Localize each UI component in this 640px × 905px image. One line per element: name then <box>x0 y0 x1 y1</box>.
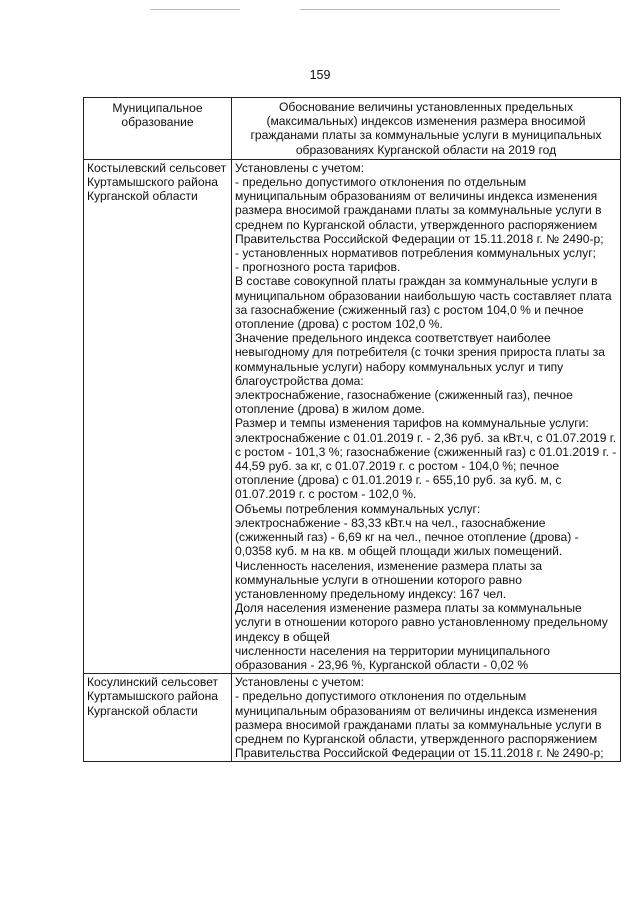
paragraph: Численность населения, изменение размера платы за коммунальные услуги в отношении которого равно установленному предельному индексу: 167 чел. <box>235 558 543 601</box>
paragraph: Доля населения изменение размера платы за коммунальные услуги в отношении которого равно установленному предельному индексу в общей <box>235 601 608 644</box>
municipality-name: Косулинский сельсовет Куртамышского района Курганской области <box>87 675 219 718</box>
paragraph: электроснабжение, газоснабжение (сжиженный газ), печное отопление (дрова) в жилом доме. <box>235 388 573 417</box>
paragraph: численности населения на территории муниципального образования - 23,96 %, Курганской области - 0,02 % <box>235 643 550 672</box>
municipality-name: Костылевский сельсовет Куртамышского района Курганской области <box>87 160 227 204</box>
table-row <box>84 674 621 762</box>
table-header-row <box>84 98 621 160</box>
paragraph: Объемы потребления коммунальных услуг: <box>235 501 481 516</box>
paragraph: электроснабжение с 01.01.2019 г. - 2,36 руб. за кВт.ч, с 01.07.2019 г. с ростом - 101,3 %; газоснабжение (сжиженный газ) с 01.01.2019 г. - 44,59 руб. за кг, с 01.07.2019 г. с ростом - 104,0 %; печное отопление (дрова) с 01.01.2019 г. - 655,10 руб. за куб. м, с 01.07.2019 г. с ростом - 102,0 %. <box>235 430 617 502</box>
table-row <box>84 159 621 673</box>
paragraph: - установленных нормативов потребления коммунальных услуг; <box>235 246 596 261</box>
paragraph: - предельно допустимого отклонения по отдельным муниципальным образованиям от величины индекса изменения размера вносимой гражданами платы за коммунальные услуги в среднем по Курганской области, утвержденного распоряжением Правительства Российской Федерации от 15.11.2018 г. № 2490-р; <box>235 689 604 761</box>
paragraph: Размер и темпы изменения тарифов на коммунальные услуги: <box>235 416 589 431</box>
header-justification: Обоснование величины установленных предельных (максимальных) индексов изменения размера вносимой гражданами платы за коммунальные услуги в муниципальных образованиях Курганской области на 2019 год <box>232 98 621 160</box>
paragraph: Значение предельного индекса соответствует наиболее невыгодному для потребителя (с точки зрения прироста платы за коммунальные услуги) набору коммунальных услуг и типу благоустройства дома: <box>235 331 605 388</box>
header-municipality: Муниципальное образование <box>84 98 232 160</box>
row-justification <box>232 674 621 762</box>
paragraph: электроснабжение - 83,33 кВт.ч на чел., газоснабжение (сжиженный газ) - 6,69 кг на чел., печное отопление (дрова) - 0,0358 куб. м на кв. м общей площади жилых помещений. <box>235 515 579 559</box>
paragraph: - предельно допустимого отклонения по отдельным муниципальным образованиям от величины индекса изменения размера вносимой гражданами платы за коммунальные услуги в среднем по Курганской области, утвержденного распоряжением Правительства Российской Федерации от 15.11.2018 г. № 2490-р; <box>235 175 604 246</box>
justification-table <box>83 97 621 762</box>
row-municipality <box>84 159 232 673</box>
row-municipality <box>84 674 232 762</box>
paragraph: - прогнозного роста тарифов. <box>235 260 401 275</box>
paragraph: В составе совокупной платы граждан за коммунальные услуги в муниципальном образовании наибольшую часть составляет плата за газоснабжение (сжиженный газ) с ростом 104,0 % и печное отопление (дрова) с ростом 102,0 %. <box>235 274 612 332</box>
page-number: 159 <box>309 68 331 82</box>
scan-artifact-top-right <box>300 9 560 10</box>
scan-artifact-top <box>150 9 240 10</box>
row-justification <box>232 159 621 673</box>
paragraph: Установлены с учетом: <box>235 675 364 690</box>
paragraph: Установлены с учетом: <box>235 160 364 175</box>
